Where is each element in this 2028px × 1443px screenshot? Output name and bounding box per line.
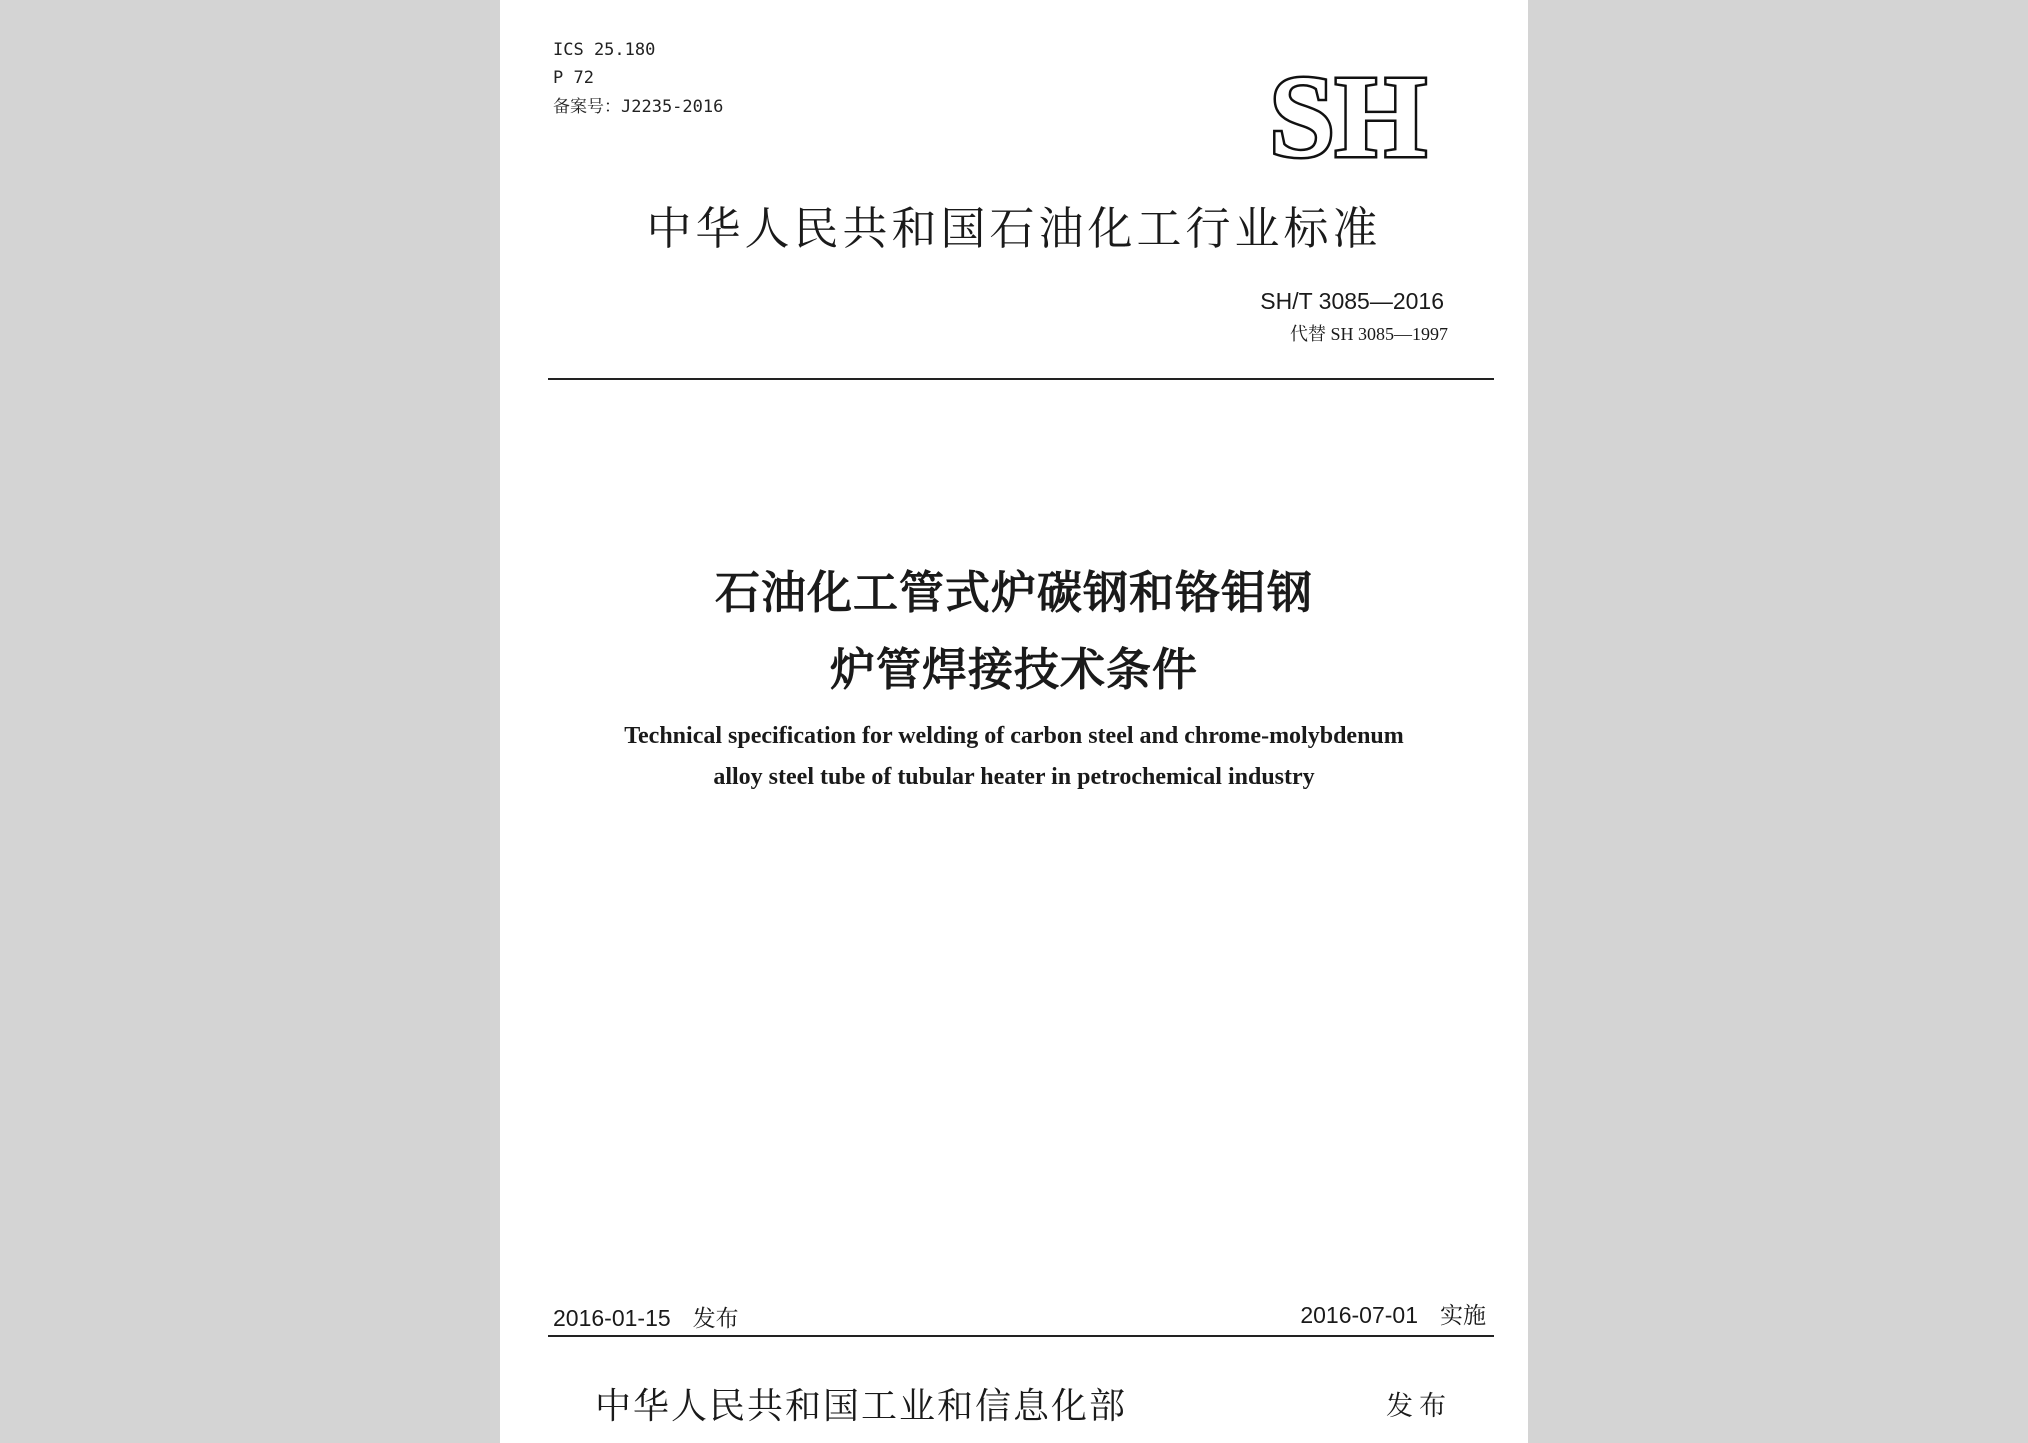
issue-label: 发布 bbox=[692, 1306, 739, 1332]
chinese-title-line-1: 石油化工管式炉碳钢和铬钼钢 bbox=[714, 566, 1313, 619]
issuing-category-title: 中华人民共和国石油化工行业标准 bbox=[646, 202, 1382, 255]
chinese-title-line-2: 炉管焊接技术条件 bbox=[829, 643, 1198, 696]
footer-divider bbox=[548, 1335, 1494, 1337]
english-title-line-1: Technical specification for welding of carbon steel and chrome-molybdenum bbox=[624, 723, 1404, 749]
ccs-code: P 72 bbox=[553, 68, 594, 88]
publisher-action: 发布 bbox=[1386, 1391, 1452, 1422]
effective-date-block bbox=[1300, 1297, 1486, 1330]
replaced-standard: 代替 SH 3085—1997 bbox=[1289, 324, 1448, 344]
filing-number: 备案号：J2235-2016 bbox=[553, 97, 724, 117]
ics-code: ICS 25.180 bbox=[553, 40, 656, 60]
issue-date: 2016-01-15 bbox=[553, 1305, 671, 1331]
effective-date: 2016-07-01 bbox=[1300, 1302, 1418, 1328]
effective-label: 实施 bbox=[1440, 1303, 1486, 1329]
issue-date-block bbox=[553, 1300, 739, 1333]
header-divider bbox=[548, 378, 1494, 380]
sh-logo bbox=[1228, 56, 1468, 176]
document-page bbox=[500, 0, 1528, 1443]
sh-logo-text: SH bbox=[1269, 56, 1427, 176]
standard-number: SH/T 3085—2016 bbox=[1260, 288, 1444, 314]
publisher-name: 中华人民共和国工业和信息化部 bbox=[595, 1386, 1128, 1427]
english-title-line-2: alloy steel tube of tubular heater in petrochemical industry bbox=[713, 764, 1315, 790]
